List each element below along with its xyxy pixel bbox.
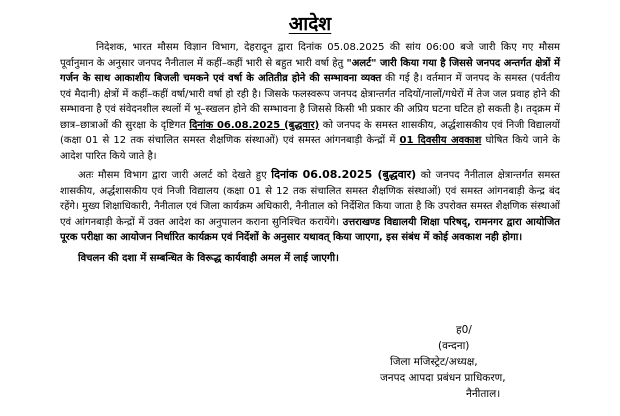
para1-text-2: की गई है। वर्तमान में जनपद के समस्त (पर्वतीय एवं मैदानी) क्षेत्रों में कहीं–कहीं वर्षा/भारी वर्षा हो रही है। जिसके फलस्वरूप जनपद क्षेत्रान्तर्गत नदियों/नालों/गधेरों में तेज जल प्रवाह होने की सम्भावना है एवं संवेदनशील स्थलों में भू–स्खलन होने की सम्भावना है जिससे किसी भी प्रकार की अप्रिय घटना घटित हो सकती है। तद्क्रम में छात्र–छात्राओं की सुरक्षा के दृष्टिगत [60,73,560,131]
signature-block [380,322,506,402]
para1-text-3: को जनपद के समस्त शासकीय, अर्द्धशासकीय एवं निजी विद्यालयों (कक्षा 01 से 12 तक संचालित समस्त शैक्षणिक संस्थाओं) एवं समस्त आंगनबाड़ी केन्द्रों में [60,119,560,146]
signatory-designation: जिला मजिस्ट्रेट/अध्यक्ष, [390,356,478,368]
paragraph-1 [60,40,560,164]
para1-text-4: घोषित किये जाने के आदेश पारित किये जाते है। [60,135,560,162]
para1-text-1: निदेशक, भारत मौसम विज्ञान विभाग, देहरादून द्वारा दिनांक 05.08.2025 की सांय 06:00 बजे जारी किए गए मौसम पूर्वानुमान के अनुसार जनपद नैनीताल में कहीं–कहीं भारी से बहुत भारी वर्षा हेतु [60,42,560,69]
para1-holiday: 01 दिवसीय अवकाश [399,135,482,146]
signature-mark: ह0/ [456,324,472,336]
para1-alert-text: "अलर्ट" जारी किया गया है जिससे जनपद अन्तर्गत क्षेत्रों में गर्जन के साथ आकाशीय बिजली चमकने एवं वर्षा के अतितीव्र होने की सम्भावना व्यक्त [60,57,560,84]
document-title: आदेश [288,13,332,35]
signatory-authority: जनपद आपदा प्रबंधन प्राधिकरण, [380,372,506,384]
signatory-place: नैनीताल। [466,388,501,400]
para2-text-1: अतः मौसम विभाग द्वारा जारी अलर्ट को देखते हुए [78,170,272,181]
para2-exam-notice: उत्तराखण्ड विद्यालयी शिक्षा परिषद्, रामनगर द्वारा आयोजित पूरक परीक्षा का आयोजन निर्धारित कार्यक्रम एवं निर्देशों के अनुसार यथावत् किया जाएगा, इस संबंध में कोई अवकाश नही होगा। [60,216,560,243]
signatory-name: (वन्दना) [438,340,470,352]
paragraph-3 [60,251,560,267]
paragraph-2 [60,167,560,246]
para2-text-2: को जनपद नैनीताल क्षेत्रान्तर्गत समस्त शासकीय, अर्द्धशासकीय एवं निजी विद्यालय (कक्षा 01 से 12 तक संचालित समस्त शैक्षणिक संस्थाओं) एवं समस्त आंगनबाड़ी केन्द्र बंद रहेंगे। मुख्य शिक्षाधिकारी, नैनीताल एवं जिला कार्यक्रम अधिकारी, नैनीताल को निर्देशित किया जाता है कि उपरोक्त समस्त शैक्षणिक संस्थाओं एवं आंगनबाड़ी केन्द्रों में उक्त आदेश का अनुपालन कराना सुनिश्चित करायेंगे। [60,170,560,228]
para3-text: विचलन की दशा में सम्बन्धित के विरूद्ध कार्यवाही अमल में लाई जाएगी। [78,252,339,264]
document-body [60,40,560,266]
para1-date: दिनांक 06.08.2025 (बुद्धवार) [189,119,320,131]
para2-date: दिनांक 06.08.2025 (बुद्धवार) [271,168,417,181]
